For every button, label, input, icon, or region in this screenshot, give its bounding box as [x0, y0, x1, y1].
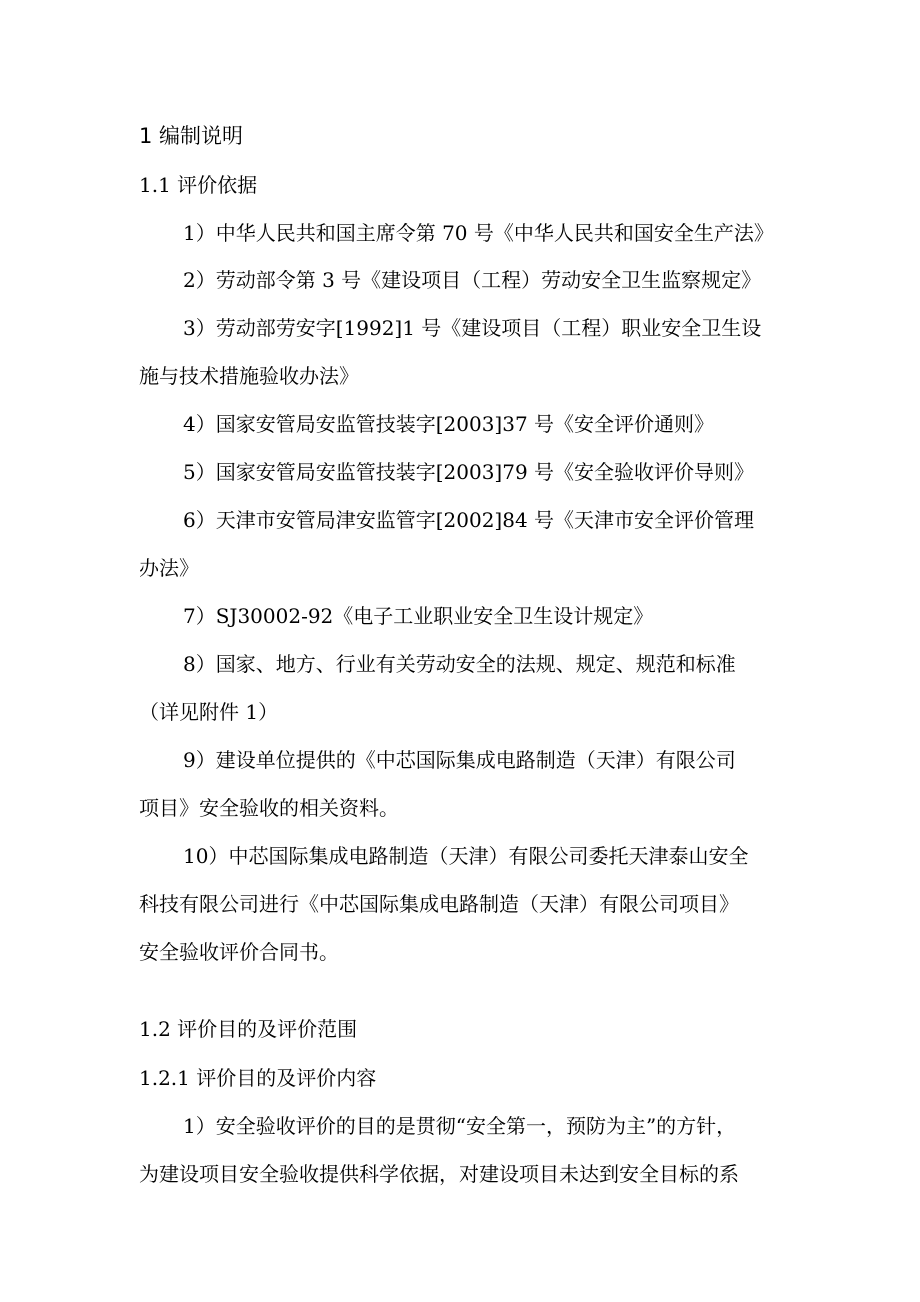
subsection-heading: 1.2 评价目的及评价范围 [139, 1017, 358, 1041]
paragraph-line: 3）劳动部劳安字[1992]1 号《建设项目（工程）职业安全卫生设 [183, 316, 762, 340]
paragraph-line: 施与技术措施验收办法》 [139, 364, 359, 388]
subsubsection-heading: 1.2.1 评价目的及评价内容 [139, 1066, 377, 1090]
paragraph-line: 7）SJ30002-92《电子工业职业安全卫生设计规定》 [183, 604, 654, 628]
paragraph-line: 10）中芯国际集成电路制造（天津）有限公司委托天津泰山安全 [183, 844, 749, 868]
paragraph-line: （详见附件 1） [139, 700, 279, 724]
paragraph-line: 2）劳动部令第 3 号《建设项目（工程）劳动安全卫生监察规定》 [183, 268, 762, 292]
subsection-heading: 1.1 评价依据 [139, 173, 258, 197]
paragraph-line: 为建设项目安全验收提供科学依据，对建设项目未达到安全目标的系 [139, 1162, 739, 1186]
paragraph-line: 办法》 [139, 556, 199, 580]
paragraph-line: 安全验收评价合同书。 [139, 940, 339, 964]
paragraph-line: 项目》安全验收的相关资料。 [139, 796, 399, 820]
section-heading: 1 编制说明 [139, 124, 244, 148]
paragraph-line: 1）安全验收评价的目的是贯彻“安全第一，预防为主”的方针， [183, 1114, 737, 1138]
paragraph-line: 8）国家、地方、行业有关劳动安全的法规、规定、规范和标准 [183, 652, 736, 676]
paragraph-line: 9）建设单位提供的《中芯国际集成电路制造（天津）有限公司 [183, 748, 736, 772]
paragraph-line: 1）中华人民共和国主席令第 70 号《中华人民共和国安全生产法》 [183, 221, 774, 245]
paragraph-line: 4）国家安管局安监管技装字[2003]37 号《安全评价通则》 [183, 412, 715, 436]
paragraph-line: 5）国家安管局安监管技装字[2003]79 号《安全验收评价导则》 [183, 460, 755, 484]
paragraph-line: 6）天津市安管局津安监管字[2002]84 号《天津市安全评价管理 [183, 508, 755, 532]
paragraph-line: 科技有限公司进行《中芯国际集成电路制造（天津）有限公司项目》 [139, 892, 739, 916]
